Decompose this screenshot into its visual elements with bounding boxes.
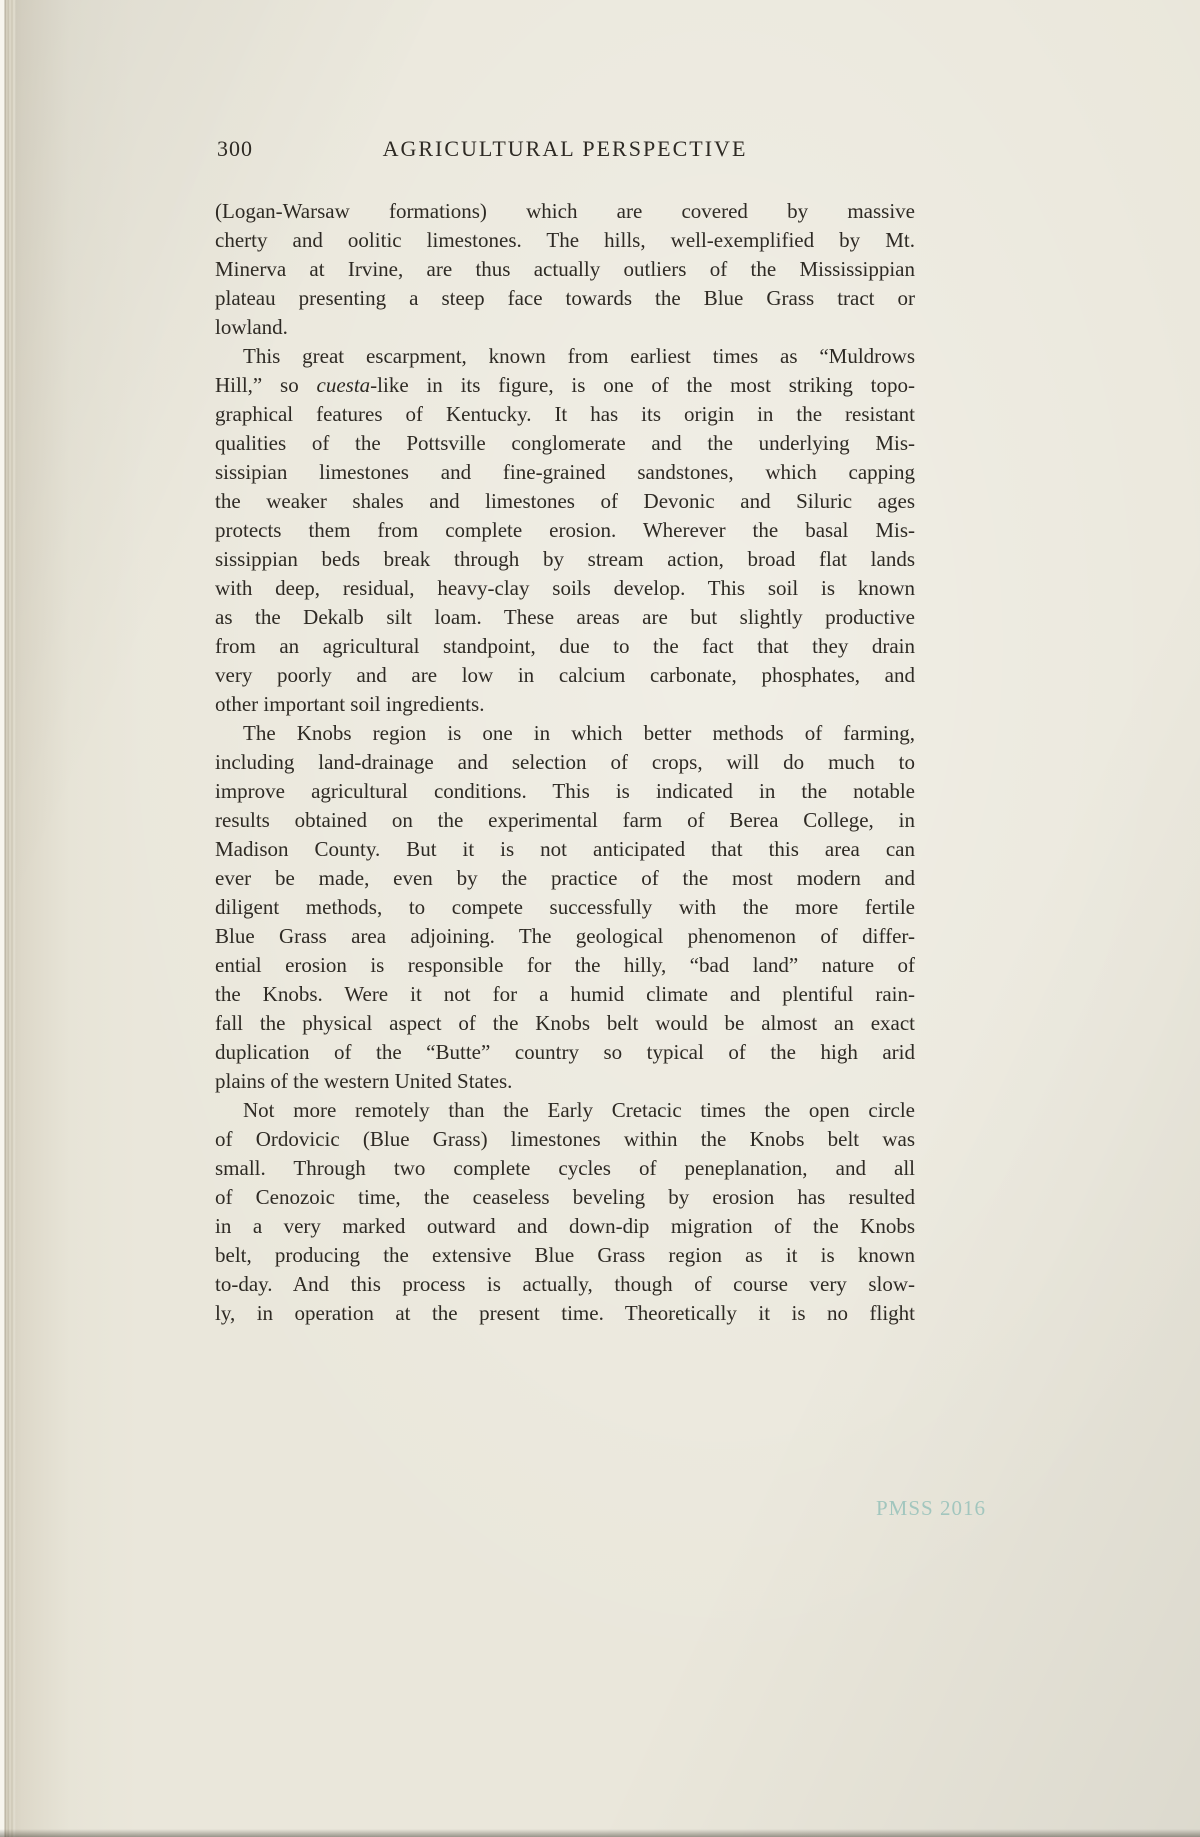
text-line: small. Through two complete cycles of peneplanation, and all [215, 1156, 915, 1180]
text-line: diligent methods, to compete successfully with the more fertile [215, 895, 915, 919]
text-line: Madison County. But it is not anticipated that this area can [215, 837, 915, 861]
text-line: of Cenozoic time, the ceaseless beveling by erosion has resulted [215, 1185, 915, 1209]
text-line: belt, producing the extensive Blue Grass region as it is known [215, 1243, 915, 1267]
text-line: plains of the western United States. [215, 1069, 513, 1093]
text-line: to-day. And this process is actually, though of course very slow- [215, 1272, 915, 1296]
text-line: of Ordovicic (Blue Grass) limestones within the Knobs belt was [215, 1127, 915, 1151]
page-number: 300 [217, 136, 253, 161]
text-line: This great escarpment, known from earliest times as “Muldrows [243, 344, 915, 368]
paragraph [215, 719, 915, 1096]
text-line: from an agricultural standpoint, due to the fact that they drain [215, 634, 915, 658]
text-line: Minerva at Irvine, are thus actually outliers of the Mississippian [215, 257, 915, 281]
text-line: ly, in operation at the present time. Theoretically it is no flight [215, 1301, 915, 1325]
body-text [215, 197, 915, 1328]
paragraph [215, 342, 915, 719]
text-line: graphical features of Kentucky. It has its origin in the resistant [215, 402, 915, 426]
text-line: in a very marked outward and down-dip migration of the Knobs [215, 1214, 915, 1238]
watermark: PMSS 2016 [876, 1496, 986, 1520]
text-line: protects them from complete erosion. Wherever the basal Mis- [215, 518, 915, 542]
paragraph [215, 1096, 915, 1328]
page-header-row [215, 136, 915, 162]
text-line: cherty and oolitic limestones. The hills, well-exemplified by Mt. [215, 228, 915, 252]
text-line: lowland. [215, 315, 288, 339]
text-line: Not more remotely than the Early Cretacic times the open circle [243, 1098, 915, 1122]
text-line: ential erosion is responsible for the hilly, “bad land” nature of [215, 953, 915, 977]
text-line: ever be made, even by the practice of the most modern and [215, 866, 915, 890]
text-line: improve agricultural conditions. This is indicated in the notable [215, 779, 915, 803]
text-line: Blue Grass area adjoining. The geological phenomenon of differ- [215, 924, 915, 948]
text-line: with deep, residual, heavy-clay soils develop. This soil is known [215, 576, 915, 600]
text-line: the weaker shales and limestones of Devonic and Siluric ages [215, 489, 915, 513]
text-line: sissippian beds break through by stream action, broad flat lands [215, 547, 915, 571]
text-line: plateau presenting a steep face towards the Blue Grass tract or [215, 286, 915, 310]
running-header: AGRICULTURAL PERSPECTIVE [382, 136, 748, 161]
text-line: other important soil ingredients. [215, 692, 485, 716]
text-line: The Knobs region is one in which better methods of farming, [243, 721, 915, 745]
text-line: fall the physical aspect of the Knobs belt would be almost an exact [215, 1011, 915, 1035]
text-line: qualities of the Pottsville conglomerate and the underlying Mis- [215, 431, 915, 455]
text-line: duplication of the “Butte” country so typical of the high arid [215, 1040, 915, 1064]
text-line: as the Dekalb silt loam. These areas are but slightly productive [215, 605, 915, 629]
text-line: (Logan-Warsaw formations) which are covered by massive [215, 199, 915, 223]
text-line: sissipian limestones and fine-grained sandstones, which capping [215, 460, 915, 484]
text-line: very poorly and are low in calcium carbonate, phosphates, and [215, 663, 915, 687]
paragraph [215, 197, 915, 342]
text-line: the Knobs. Were it not for a humid climate and plentiful rain- [215, 982, 915, 1006]
text-line: including land-drainage and selection of crops, will do much to [215, 750, 915, 774]
text-line: results obtained on the experimental farm of Berea College, in [215, 808, 915, 832]
text-line: Hill,” so cuesta-like in its figure, is one of the most striking topo- [215, 373, 915, 397]
